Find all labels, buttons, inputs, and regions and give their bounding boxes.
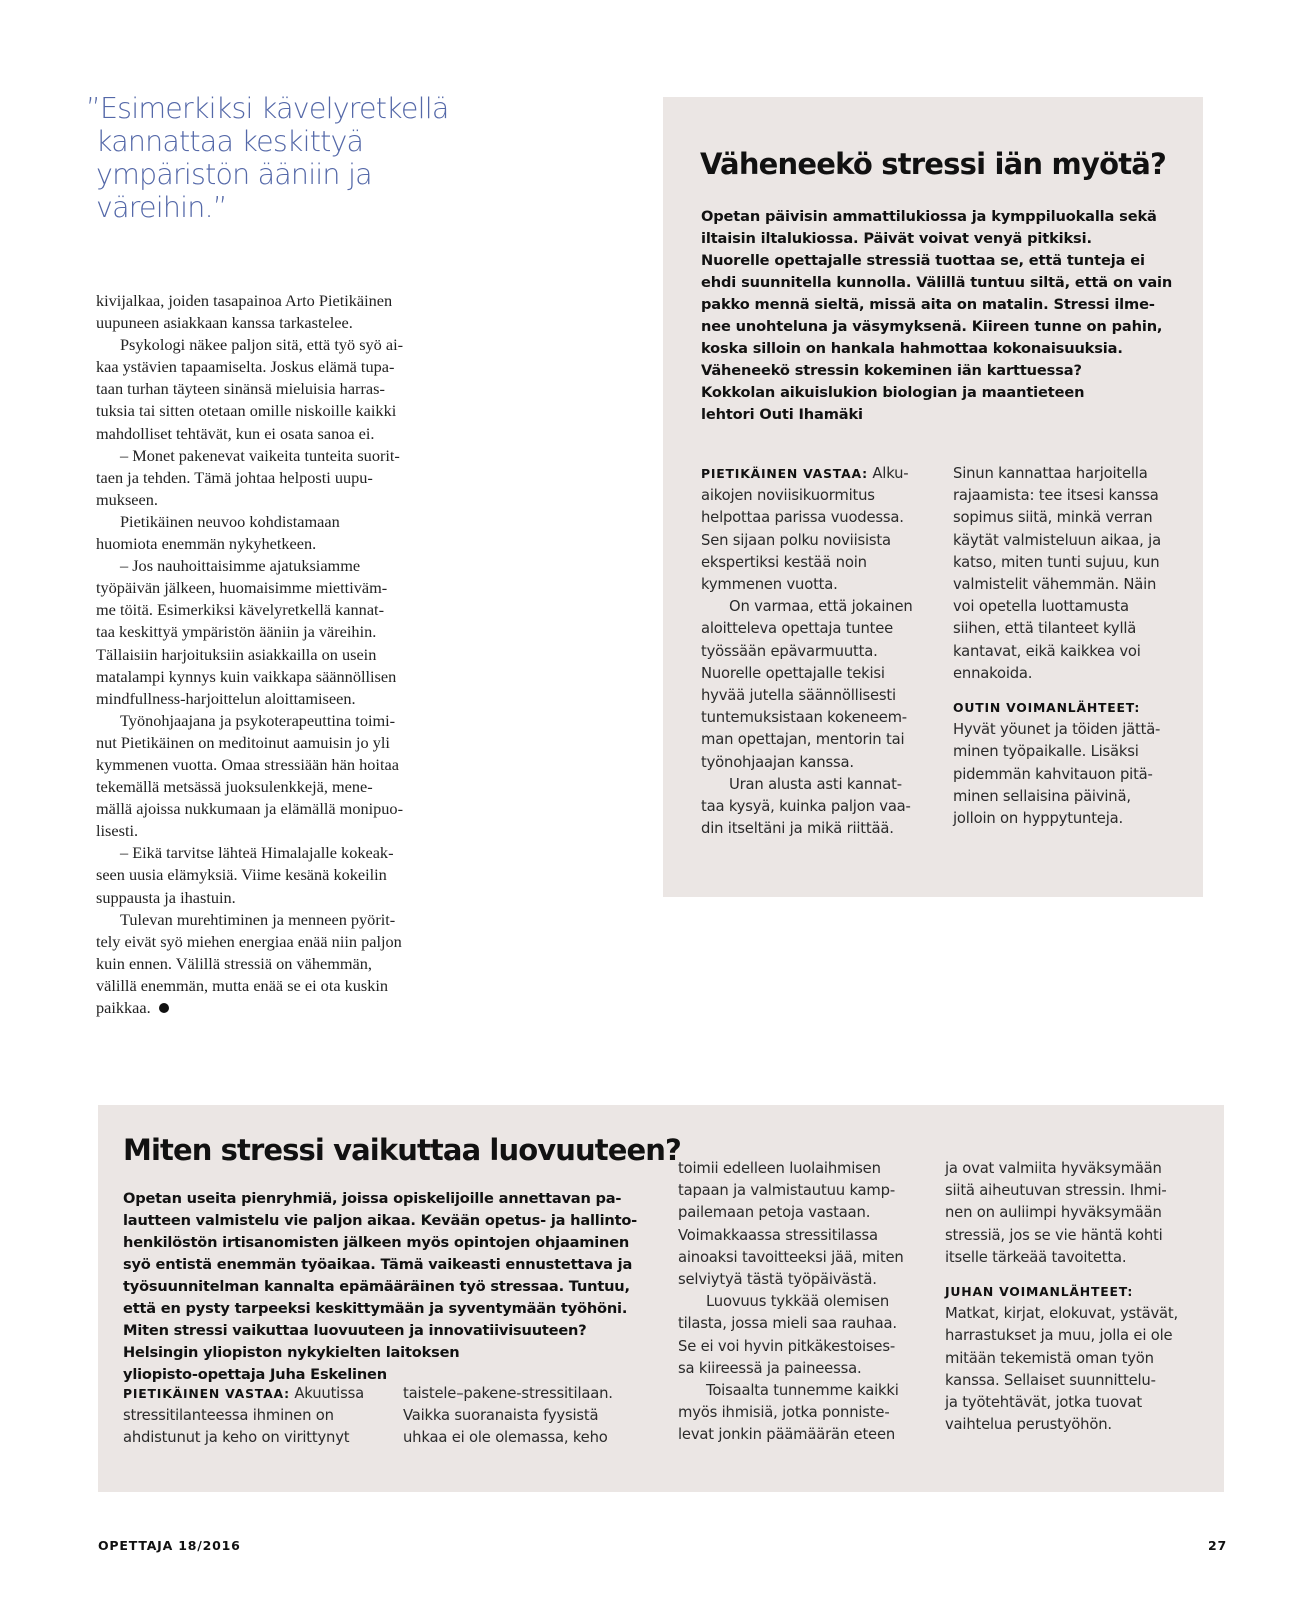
question-line: Nuorelle opettajalle stressiä tuottaa se, että tunteja ei bbox=[701, 252, 1145, 269]
box-title: Väheneekö stressi iän myötä? bbox=[700, 147, 1167, 181]
answer-line: itselle tärkeää tavoitetta. bbox=[945, 1248, 1127, 1266]
body-line: tekemällä metsässä juoksulenkkejä, mene- bbox=[96, 777, 373, 797]
answer-line: uhkaa ei ole olemassa, keho bbox=[403, 1429, 608, 1447]
question-line: työsuunnitelman kannalta epämääräinen työ stressaa. Tuntuu, bbox=[123, 1278, 630, 1295]
body-line-last bbox=[96, 997, 458, 1019]
answer-line: myös ihmisiä, jotka ponniste- bbox=[678, 1404, 890, 1422]
answer-line: Sen sijaan polku noviisista bbox=[701, 531, 891, 549]
answer-line: tuntemuksistaan kokeneem- bbox=[701, 709, 907, 727]
answer-line: valmistelit vähemmän. Näin bbox=[953, 576, 1157, 594]
question-line: että en pysty tarpeeksi keskittymään ja syventymään työhöni. bbox=[123, 1300, 628, 1317]
pull-quote-line: väreihin.” bbox=[96, 191, 227, 224]
body-line: – Monet pakenevat vaikeita tunteita suorit- bbox=[120, 445, 400, 465]
answer-line: ennakoida. bbox=[953, 664, 1033, 682]
answer-column-4 bbox=[945, 1158, 1215, 1436]
answer-line: sa kiireessä ja paineessa. bbox=[678, 1359, 862, 1377]
sources-line: harrastukset ja muu, jolla ei ole bbox=[945, 1327, 1173, 1345]
body-line: mukseen. bbox=[96, 489, 158, 509]
answer-line: Sinun kannattaa harjoitella bbox=[953, 465, 1148, 482]
pull-quote bbox=[86, 92, 466, 224]
answer-line: selviytyä tästä työpäivästä. bbox=[678, 1271, 877, 1289]
body-line: – Jos nauhoittaisimme ajatuksiamme bbox=[120, 556, 361, 576]
body-line: kymmenen vuotta. Omaa stressiään hän hoitaa bbox=[96, 754, 399, 774]
sources-line: kanssa. Sellaiset suunnittelu- bbox=[945, 1371, 1156, 1389]
answer-line: voi opetella luottamusta bbox=[953, 598, 1129, 616]
answer-line: kantavat, eikä kaikkea voi bbox=[953, 642, 1141, 660]
body-line: – Eikä tarvitse lähteä Himalajalle kokeak- bbox=[120, 843, 394, 863]
answer-line: taistele–pakene-stressitilaan. bbox=[403, 1385, 613, 1402]
sources-line: jolloin on hyppytunteja. bbox=[953, 810, 1123, 828]
answer-kicker: PIETIKÄINEN VASTAA: bbox=[701, 466, 868, 481]
body-line: taa keskittyä ympäristön ääniin ja väreihin. bbox=[96, 622, 377, 642]
box-title: Miten stressi vaikuttaa luovuuteen? bbox=[123, 1133, 681, 1167]
answer-column-2 bbox=[403, 1383, 658, 1450]
body-line: Tulevan murehtiminen ja menneen pyörit- bbox=[120, 909, 396, 929]
pull-quote-line: kannattaa keskittyä bbox=[96, 125, 364, 158]
question-line: henkilöstön irtisanomisten jälkeen myös opintojen ohjaaminen bbox=[123, 1234, 630, 1251]
body-line: kuin ennen. Välillä stressiä on vähemmän, bbox=[96, 953, 372, 973]
body-line: mahdolliset tehtävät, kun ei osata sanoa ei. bbox=[96, 423, 375, 443]
answer-line: aikojen noviisikuormitus bbox=[701, 487, 875, 505]
article-body bbox=[96, 290, 458, 1019]
answer-line: työssään epävarmuutta. bbox=[701, 642, 878, 660]
answer-line: ainoaksi tavoitteeksi jää, miten bbox=[678, 1248, 904, 1266]
body-line: taan turhan täyteen sinänsä mieluisia harras- bbox=[96, 379, 385, 399]
answer-line: On varmaa, että jokainen bbox=[729, 598, 913, 616]
body-line: uupuneen asiakkaan kanssa tarkastelee. bbox=[96, 313, 353, 333]
question-line: koska silloin on hankala hahmottaa kokonaisuuksia. bbox=[701, 340, 1123, 357]
answer-line: Luovuus tykkää olemisen bbox=[706, 1293, 889, 1311]
body-line: kaa ystävien tapaamiselta. Joskus elämä tupa- bbox=[96, 357, 395, 377]
answer-column-1 bbox=[701, 463, 936, 840]
body-line: lisesti. bbox=[96, 821, 139, 841]
answer-line: työnohjaajan kanssa. bbox=[701, 753, 854, 771]
body-line: työpäivän jälkeen, huomaisimme miettiväm- bbox=[96, 578, 388, 598]
answer-line: Alku- bbox=[872, 465, 909, 482]
answer-line: sopimus siitä, minkä verran bbox=[953, 509, 1153, 527]
answer-kicker: PIETIKÄINEN VASTAA: bbox=[123, 1386, 290, 1401]
answer-line: Nuorelle opettajalle tekisi bbox=[701, 664, 885, 682]
answer-line: Toisaalta tunnemme kaikki bbox=[706, 1382, 899, 1400]
answer-line: ahdistunut ja keho on virittynyt bbox=[123, 1429, 350, 1447]
answer-line: katso, miten tunti sujuu, kun bbox=[953, 553, 1160, 571]
answer-line: man opettajan, mentorin tai bbox=[701, 731, 905, 749]
answer-line: Akuutissa bbox=[294, 1385, 364, 1402]
end-mark-icon bbox=[159, 1003, 169, 1013]
byline: Helsingin yliopiston nykykielten laitoksen bbox=[123, 1344, 460, 1361]
sources-line: mitään tekemistä oman työn bbox=[945, 1349, 1154, 1367]
question-line: nee unohteluna ja väsymyksenä. Kiireen tunne on pahin, bbox=[701, 318, 1163, 335]
answer-line: tilasta, jossa mieli saa rauhaa. bbox=[678, 1315, 897, 1333]
byline: Kokkolan aikuislukion biologian ja maantieteen bbox=[701, 384, 1085, 401]
question-line: Opetan useita pienryhmiä, joissa opiskelijoille annettavan pa- bbox=[123, 1190, 622, 1207]
answer-line: stressiä, jos se vie häntä kohti bbox=[945, 1226, 1163, 1244]
answer-line: Voimakkaassa stressitilassa bbox=[678, 1226, 878, 1244]
body-line: seen uusia elämyksiä. Viime kesänä kokeilin bbox=[96, 865, 387, 885]
answer-line: Vaikka suoranaista fyysistä bbox=[403, 1407, 599, 1425]
body-line: Pietikäinen neuvoo kohdistamaan bbox=[120, 511, 340, 531]
answer-line: hyvää jutella säännöllisesti bbox=[701, 687, 896, 705]
body-line: huomiota enemmän nykyhetkeen. bbox=[96, 534, 317, 554]
byline: yliopisto-opettaja Juha Eskelinen bbox=[123, 1366, 387, 1383]
question-line: syö entistä enemmän työaikaa. Tämä vaikeasti ennustettava ja bbox=[123, 1256, 633, 1273]
answer-line: siihen, että tilanteet kyllä bbox=[953, 620, 1137, 638]
answer-line: stressitilanteessa ihminen on bbox=[123, 1407, 334, 1425]
answer-line: levat jonkin päämäärän eteen bbox=[678, 1426, 896, 1444]
body-text: paikkaa. bbox=[96, 998, 151, 1017]
answer-line: toimii edelleen luolaihmisen bbox=[678, 1160, 881, 1177]
body-line: nut Pietikäinen on meditoinut aamuisin jo yli bbox=[96, 732, 390, 752]
sidebar-box-creativity bbox=[98, 1105, 1224, 1492]
sources-line: Hyvät yöunet ja töiden jättä- bbox=[953, 721, 1161, 739]
question-line: Opetan päivisin ammattilukiossa ja kymppiluokalla sekä bbox=[701, 208, 1157, 225]
question-line: ehdi suunnitella kunnolla. Välillä tuntuu siltä, että on vain bbox=[701, 274, 1173, 291]
body-line: tely eivät syö miehen energiaa enää niin paljon bbox=[96, 931, 402, 951]
answer-line: siitä aiheutuvan stressin. Ihmi- bbox=[945, 1182, 1167, 1200]
sources-line: minen työpaikalle. Lisäksi bbox=[953, 743, 1139, 761]
answer-line: taa kysyä, kuinka paljon vaa- bbox=[701, 798, 911, 816]
byline: lehtori Outi Ihamäki bbox=[701, 406, 863, 423]
sidebar-box-age-stress bbox=[663, 97, 1203, 897]
body-line: kivijalkaa, joiden tasapainoa Arto Pietikäinen bbox=[96, 291, 393, 310]
body-line: matalampi kynnys kuin vaikkapa säännöllisen bbox=[96, 666, 397, 686]
question-line: Väheneekö stressin kokeminen iän karttuessa? bbox=[701, 362, 1082, 379]
publication-footer: OPETTAJA 18/2016 bbox=[98, 1538, 241, 1553]
pull-quote-line: ympäristön ääniin ja bbox=[96, 158, 372, 191]
answer-line: din itseltäni ja mikä riittää. bbox=[701, 820, 894, 838]
answer-line: aloitteleva opettaja tuntee bbox=[701, 620, 894, 638]
sources-line: vaihtelua perustyöhön. bbox=[945, 1416, 1112, 1434]
body-line: Psykologi näkee paljon sitä, että työ syö ai- bbox=[120, 335, 404, 355]
sources-line: Matkat, kirjat, elokuvat, ystävät, bbox=[945, 1305, 1179, 1323]
body-line: mällä ajoissa nukkumaan ja elämällä monipuo- bbox=[96, 799, 403, 819]
answer-line: Se ei voi hyvin pitkäkestoises- bbox=[678, 1337, 895, 1355]
answer-line: Uran alusta asti kannat- bbox=[729, 775, 902, 793]
answer-line: pailemaan petoja vastaan. bbox=[678, 1204, 871, 1222]
body-line: suppausta ja ihastuin. bbox=[96, 887, 236, 907]
body-line: välillä enemmän, mutta enää se ei ota kuskin bbox=[96, 975, 389, 995]
body-line: Työnohjaajana ja psykoterapeuttina toimi- bbox=[120, 710, 396, 730]
sources-kicker: JUHAN VOIMANLÄHTEET: bbox=[945, 1284, 1134, 1300]
answer-column-2 bbox=[953, 463, 1188, 830]
reader-question bbox=[123, 1188, 643, 1386]
answer-column-1 bbox=[123, 1383, 388, 1450]
reader-question bbox=[701, 206, 1181, 426]
answer-line: kymmenen vuotta. bbox=[701, 576, 838, 594]
answer-line: ja ovat valmiita hyväksymään bbox=[945, 1160, 1162, 1177]
sources-line: pidemmän kahvitauon pitä- bbox=[953, 765, 1153, 783]
answer-line: nen on auliimpi hyväksymään bbox=[945, 1204, 1162, 1222]
sources-kicker: OUTIN VOIMANLÄHTEET: bbox=[953, 700, 1141, 716]
sources-line: minen sellaisina päivinä, bbox=[953, 787, 1131, 805]
answer-line: helpottaa parissa vuodessa. bbox=[701, 509, 904, 527]
pull-quote-line: ”Esimerkiksi kävelyretkellä bbox=[86, 92, 449, 125]
answer-line: rajaamista: tee itsesi kanssa bbox=[953, 487, 1159, 505]
sources-line: ja työtehtävät, jotka tuovat bbox=[945, 1394, 1142, 1412]
answer-column-3 bbox=[678, 1158, 933, 1447]
page-number: 27 bbox=[1208, 1538, 1227, 1553]
question-line: Miten stressi vaikuttaa luovuuteen ja innovatiivisuuteen? bbox=[123, 1322, 587, 1339]
answer-line: ekspertiksi kestää noin bbox=[701, 553, 867, 571]
answer-line: käytät valmisteluun aikaa, ja bbox=[953, 531, 1161, 549]
body-line: mindfullness-harjoittelun aloittamiseen. bbox=[96, 688, 356, 708]
question-line: pakko mennä sieltä, missä aita on matalin. Stressi ilme- bbox=[701, 296, 1155, 313]
body-line: me töitä. Esimerkiksi kävelyretkellä kannat- bbox=[96, 600, 384, 620]
body-line: taen ja tehden. Tämä johtaa helposti uupu- bbox=[96, 467, 373, 487]
answer-line: tapaan ja valmistautuu kamp- bbox=[678, 1182, 895, 1200]
question-line: lautteen valmistelu vie paljon aikaa. Kevään opetus- ja hallinto- bbox=[123, 1212, 638, 1229]
body-line: tuksia tai sitten otetaan omille niskoille kaikki bbox=[96, 401, 397, 421]
body-line: Tällaisiin harjoituksiin asiakkailla on usein bbox=[96, 644, 377, 664]
question-line: iltaisin iltalukiossa. Päivät voivat venyä pitkiksi. bbox=[701, 230, 1092, 247]
